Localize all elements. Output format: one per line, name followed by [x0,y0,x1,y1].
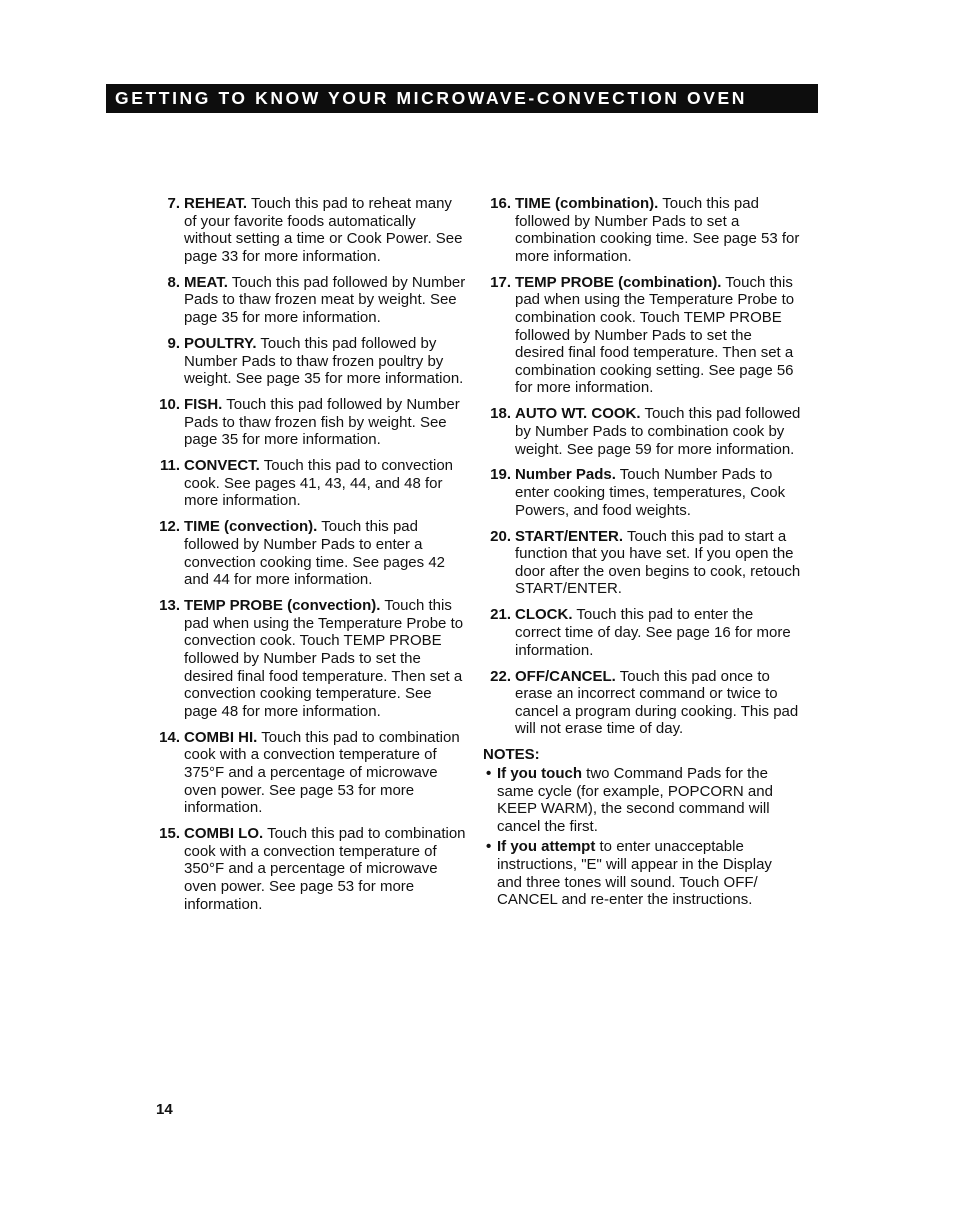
item-number: 15. [159,825,180,843]
item-text: Touch this pad when using the Temperature Probe to convection cook. Touch TEMP PROBE followed by Number Pads to set the desired final food temperature. Then set a convection cooking temperature. See page 48 for more information. [184,597,464,720]
item-text: Touch this pad followed by Number Pads to enter a convection cooking time. See pages 42 and 44 for more information. [184,518,445,589]
item-text: Touch this pad when using the Temperature Probe to combination cook. Touch TEMP PROBE followed by Number Pads to set the desired final food temperature. Then set a combination cooking setting. See page 56 for more information. [515,273,795,397]
item-term: TEMP PROBE (combination). [515,273,722,291]
item-term: TEMP PROBE (convection). [184,597,381,615]
item-text: Touch this pad followed by Number Pads to thaw frozen poultry by weight. See page 35 for more information. [184,334,464,388]
list-item [152,396,467,449]
item-number: 8. [167,273,180,291]
page-number: 14 [156,1101,173,1118]
list-item [483,405,801,458]
item-number: 17. [490,273,511,291]
left-column [152,195,467,921]
note-term: If you attempt [497,838,596,856]
bullet-icon: • [486,838,492,856]
list-item [152,825,467,913]
item-number: 10. [159,396,180,414]
list-item [483,606,801,659]
list-item [152,195,467,265]
item-term: TIME (convection). [184,518,318,536]
item-term: TIME (combination). [515,195,659,212]
list-item [152,597,467,720]
item-number: 16. [490,195,511,212]
item-number: 14. [159,728,180,746]
list-item [152,274,467,327]
list-item [483,528,801,598]
item-term: FISH. [184,396,223,414]
item-text: Touch this pad followed by Number Pads to thaw frozen fish by weight. See page 35 for more information. [184,396,460,449]
item-term: AUTO WT. COOK. [515,405,641,423]
item-text: Touch this pad followed by Number Pads to thaw frozen meat by weight. See page 35 for more information. [184,273,466,326]
item-text: Touch this pad to start a function that you have set. If you open the door after the oven begins to cook, retouch START/ENTER. [515,527,801,598]
item-term: COMBI LO. [184,825,264,843]
item-number: 18. [490,405,511,423]
list-item [152,457,467,510]
item-term: START/ENTER. [515,527,624,545]
item-term: POULTRY. [184,334,257,352]
item-term: OFF/CANCEL. [515,667,616,685]
item-number: 11. [159,457,180,475]
item-number: 19. [490,466,511,484]
item-term: Number Pads. [515,466,616,484]
note-text: to enter unacceptable instructions, "E" will appear in the Display and three tones will sound. Touch OFF/ CANCEL and re-enter the instructions. [497,838,772,909]
list-item [483,274,801,397]
item-term: COMBI HI. [184,728,258,746]
item-text: Touch this pad followed by Number Pads to set a combination cooking time. See page 53 for more information. [515,195,800,265]
item-number: 9. [167,334,180,352]
item-term: REHEAT. [184,195,248,212]
item-term: CLOCK. [515,606,573,624]
section-header: GETTING TO KNOW YOUR MICROWAVE-CONVECTION OVEN [106,84,818,113]
bullet-icon: • [486,764,492,782]
item-number: 13. [159,597,180,615]
item-text: Touch Number Pads to enter cooking times, temperatures, Cook Powers, and food weights. [515,466,786,519]
item-text: Touch this pad to reheat many of your favorite foods automatically without setting a time or Cook Power. See page 33 for more information. [184,195,463,265]
item-text: Touch this pad followed by Number Pads to combination cook by weight. See page 59 for more information. [515,405,801,458]
item-number: 20. [490,527,511,545]
item-number: 7. [167,195,180,212]
item-text: Touch this pad to convection cook. See pages 41, 43, 44, and 48 for more information. [184,457,454,510]
item-term: MEAT. [184,273,228,291]
item-number: 22. [490,667,511,685]
note-term: If you touch [497,764,582,782]
item-text: Touch this pad once to erase an incorrect command or twice to cancel a program during cooking. This pad will not erase time of day. [515,667,799,738]
list-item [483,668,801,738]
item-term: CONVECT. [184,457,260,475]
list-item [152,518,467,588]
list-item [483,466,801,519]
note-item [483,838,801,908]
list-item [152,335,467,388]
note-text: two Command Pads for the same cycle (for example, POPCORN and KEEP WARM), the second command will cancel the first. [497,764,773,835]
item-number: 12. [159,518,180,536]
item-number: 21. [490,606,511,624]
list-item [152,729,467,817]
item-text: Touch this pad to combination cook with a convection temperature of 350°F and a percentage of microwave oven power. See page 53 for more information. [184,825,466,913]
right-column [483,195,801,912]
item-text: Touch this pad to combination cook with a convection temperature of 375°F and a percentage of microwave oven power. See page 53 for more information. [184,728,460,817]
note-item [483,765,801,835]
notes-heading: NOTES: [483,746,540,764]
item-text: Touch this pad to enter the correct time of day. See page 16 for more information. [515,606,791,659]
list-item [483,195,801,265]
